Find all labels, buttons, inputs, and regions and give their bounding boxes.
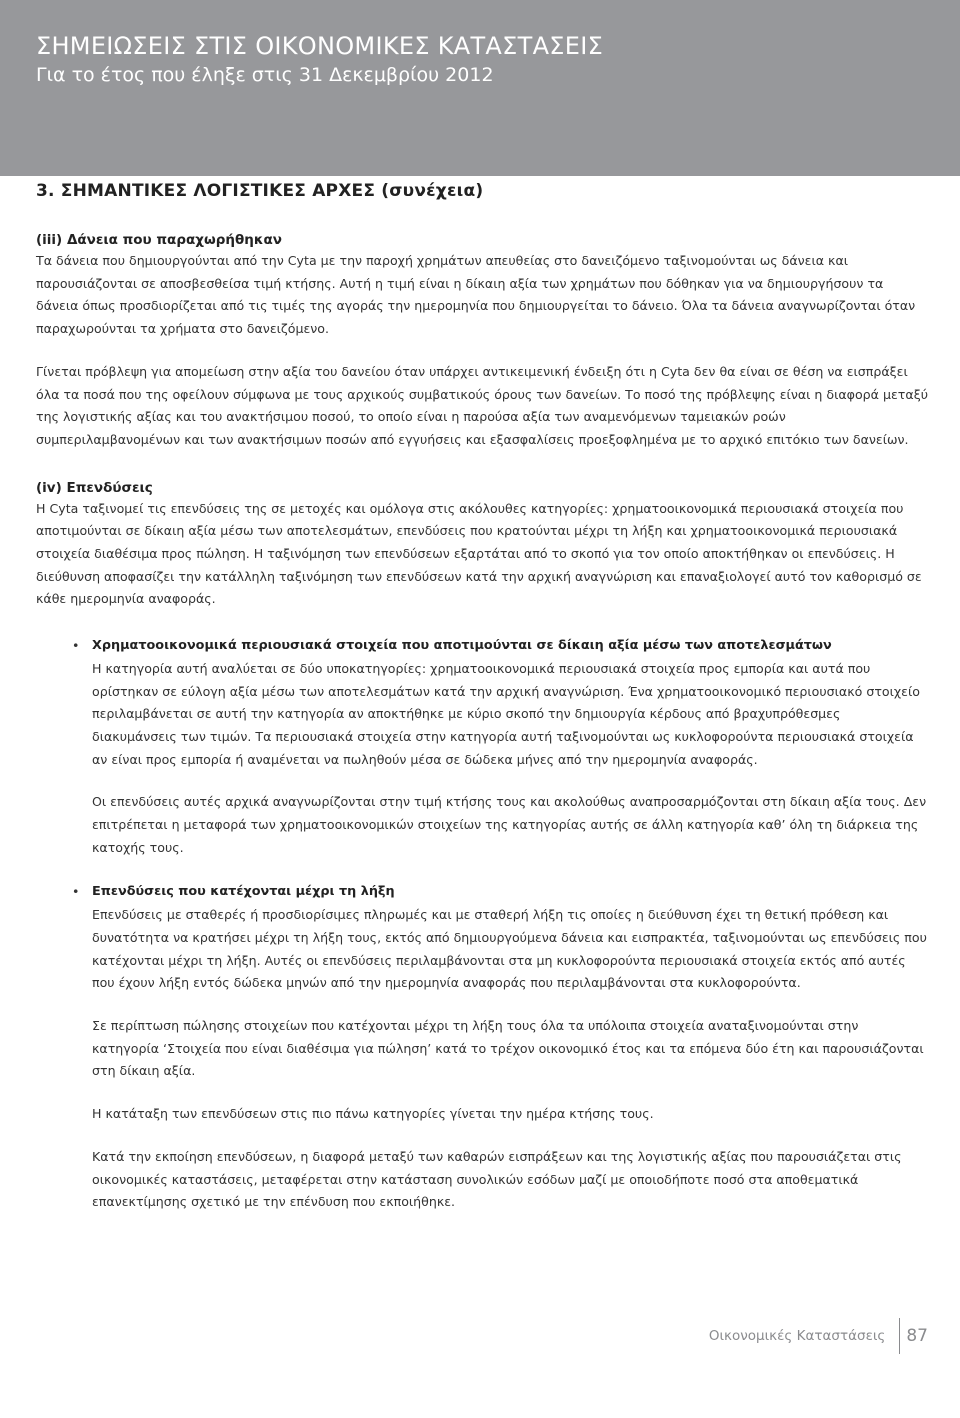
investments-paragraph-1: Η Cyta ταξινομεί τις επενδύσεις της σε μετοχές και ομόλογα στις ακόλουθες κατηγορίες: χρηματοοικονομικά περιουσιακά στοιχεία που αποτιμούνται σε δίκαιη αξία μέσω των αποτελεσμάτων, επενδύσεις που κρατούνται μέχρι τη λήξη και χρηματοοικονομικά περιουσιακά στοιχεία διαθέσιμα προς πώληση. Η ταξινόμηση των επενδύσεων εξαρτάται από το σκοπό για τον οποίο αποκτήθηκαν οι επενδύσεις. Η διεύθυνση αποφασίζει την κατάλληλη ταξινόμηση των επενδύσεων κατά την αρχική αναγνώριση και επαναξιολογεί αυτό τον καθορισμό σε κάθε ημερομηνία αναφοράς.	[36, 500, 922, 607]
bullet-htm-paragraph-4: Κατά την εκποίηση επενδύσεων, η διαφορά μεταξύ των καθαρών εισπράξεων και της λογιστικής αξίας που παρουσιάζεται στις οικονομικές καταστάσεις, μεταφέρεται στην κατάσταση συνολικών εσόδων μαζί με οποιοδήποτε ποσό στα αποθεματικά επανεκτίμησης σχετικό με την επένδυση που εκποιήθηκε.	[92, 1148, 902, 1210]
bullet-fvtpl-title: Χρηματοοικονομικά περιουσιακά στοιχεία που αποτιμούνται σε δίκαιη αξία μέσω των αποτελεσμάτων	[92, 638, 832, 654]
loans-section	[36, 230, 928, 452]
bullet-fvtpl-paragraph-2: Οι επενδύσεις αυτές αρχικά αναγνωρίζονται στην τιμή κτήσης τους και ακολούθως αναπροσαρμόζονται στη δίκαιη αξία τους. Δεν επιτρέπεται η μεταφορά των χρηματοοικονομικών στοιχείων της κατηγορίας αυτής σε άλλη κατηγορία καθ’ όλη τη διάρκεια της κατοχής τους.	[92, 794, 927, 855]
loans-heading	[36, 230, 928, 250]
bullet-fvtpl	[36, 635, 928, 859]
bullet-htm-paragraph-1: Επενδύσεις με σταθερές ή προσδιορίσιμες πληρωμές και με σταθερή λήξη τις οποίες η διεύθυνση έχει τη θετική πρόθεση και δυνατότητα να κρατήσει μέχρι τη λήξη τους, εκτός από δημιουργούμενα δάνεια και εισπρακτέα, ταξινομούνται ως επενδύσεις που κατέχονται μέχρι τη λήξη. Αυτές οι επενδύσεις περιλαμβάνονται στα μη κυκλοφορούντα περιουσιακά στοιχεία εκτός από αυτές που έχουν λήξη εντός δώδεκα μηνών από την ημερομηνία αναφοράς που περιλαμβάνονται στα κυκλοφορούντα.	[92, 907, 927, 991]
bullet-htm-title: Επενδύσεις που κατέχονται μέχρι τη λήξη	[92, 884, 395, 900]
bullet-htm-paragraph-2: Σε περίπτωση πώλησης στοιχείων που κατέχονται μέχρι τη λήξη τους όλα τα υπόλοιπα στοιχεία αναταξινομούνται στην κατηγορία ‘Στοιχεία που είναι διαθέσιμα για πώληση’ κατά το τρέχον οικονομικό έτος και τα επόμενα δύο έτη και παρουσιάζονται στη δίκαιη αξία.	[92, 1017, 924, 1079]
loans-heading-text: Δάνεια που παραχωρήθηκαν	[66, 232, 282, 248]
investments-heading-number: (iv)	[36, 479, 62, 496]
investments-section	[36, 478, 928, 1214]
page-header	[0, 0, 960, 176]
footer-label: Οικονομικές Καταστάσεις	[708, 1328, 886, 1344]
loans-paragraph-2: Γίνεται πρόβλεψη για απομείωση στην αξία του δανείου όταν υπάρχει αντικειμενική ένδειξη ότι η Cyta δεν θα είναι σε θέση να εισπράξει όλα τα ποσά που της οφείλουν σύμφωνα με τους αρχικούς συμβατικούς όρους των δανείων. Το ποσό της πρόβλεψης είναι η διαφορά μεταξύ της λογιστικής αξίας και του ανακτήσιμου ποσού, το οποίο είναι η παρούσα αξία των αναμενόμενων ταμειακών ροών συμπεριλαμβανομένων και των ανακτήσιμων ποσών από εγγυήσεις και εξασφαλίσεις προεξοφλημένα με το αρχικό επιτόκιο των δανείων.	[36, 363, 928, 447]
bullet-htm	[36, 881, 928, 1213]
header-subtitle: Για το έτος που έληξε στις 31 Δεκεμβρίου 2012	[36, 64, 494, 86]
investments-heading-text: Επενδύσεις	[66, 479, 153, 496]
page-number: 87	[906, 1326, 928, 1346]
footer-divider	[899, 1318, 900, 1354]
page-footer	[709, 1318, 928, 1354]
header-title: ΣΗΜΕΙΩΣΕΙΣ ΣΤΙΣ ΟΙΚΟΝΟΜΙΚΕΣ ΚΑΤΑΣΤΑΣΕΙΣ	[36, 32, 604, 60]
investments-heading	[36, 478, 928, 498]
bullet-marker: •	[72, 638, 80, 654]
section-title: 3. ΣΗΜΑΝΤΙΚΕΣ ΛΟΓΙΣΤΙΚΕΣ ΑΡΧΕΣ (συνέχεια)	[36, 181, 484, 201]
page-content	[36, 178, 928, 1214]
bullet-marker: •	[72, 884, 80, 900]
loans-paragraph-1: Τα δάνεια που δημιουργούνται από την Cyta με την παροχή χρημάτων απευθείας στο δανειζόμενο ταξινομούνται ως δάνεια και παρουσιάζονται σε αποσβεσθείσα τιμή κτήσης. Αυτή η τιμή είναι η δίκαιη αξία των χρημάτων που δόθηκαν για να δημιουργήσουν τα δάνεια όπως προσδιορίζεται από τις τιμές της αγοράς την ημερομηνία που δημιουργείται το δάνειο. Όλα τα δάνεια αναγνωρίζονται όταν παραχωρούνται τα χρήματα στο δανειζόμενο.	[36, 253, 916, 337]
bullet-fvtpl-paragraph-1: Η κατηγορία αυτή αναλύεται σε δύο υποκατηγορίες: χρηματοοικονομικά περιουσιακά στοιχεία προς εμπορία και αυτά που ορίστηκαν σε εύλογη αξία μέσω των αποτελεσμάτων κατά την αρχική αναγνώριση. Ένα χρηματοοικονομικό περιουσιακό στοιχείο περιλαμβάνεται σε αυτή την κατηγορία αν αποκτήθηκε με κύριο σκοπό την δημιουργία κέρδους από βραχυπρόθεσμες διακυμάνσεις των τιμών. Τα περιουσιακά στοιχεία στην κατηγορία αυτή ταξινομούνται ως κυκλοφορούντα περιουσιακά στοιχεία αν είναι προς εμπορία ή αναμένεται να πωληθούν μέσα σε δώδεκα μήνες από την ημερομηνία αναφοράς.	[92, 660, 920, 767]
loans-heading-number: (iii)	[36, 232, 63, 248]
bullet-htm-paragraph-3: Η κατάταξη των επενδύσεων στις πιο πάνω κατηγορίες γίνεται την ημέρα κτήσης τους.	[92, 1106, 654, 1122]
